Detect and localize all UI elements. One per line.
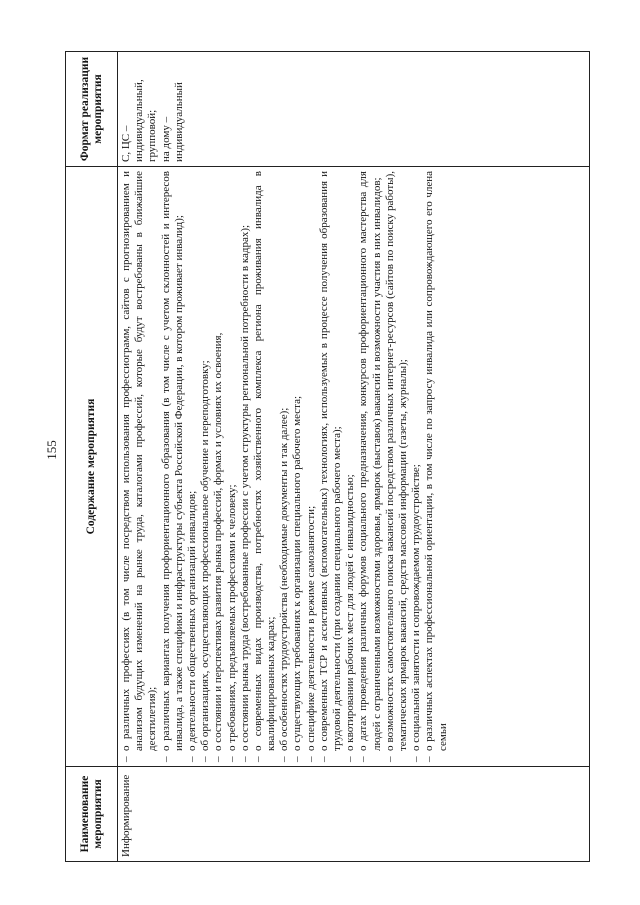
dash-bullet: –: [238, 756, 251, 762]
list-item: [357, 171, 383, 762]
list-item: [318, 171, 344, 762]
activity-name-cell: Информирование: [118, 767, 590, 862]
dash-bullet: –: [317, 756, 330, 762]
list-item: [239, 171, 252, 762]
list-item: [344, 171, 357, 762]
table-header-row: [66, 52, 118, 862]
list-item: [212, 171, 225, 762]
list-item: [226, 171, 239, 762]
list-item-text: о существующих требованиях к организации специального рабочего места;: [291, 395, 304, 751]
dash-bullet: –: [251, 756, 264, 762]
content-list: [120, 171, 450, 762]
list-item-text: о возможностях самостоятельного поиска вакансий посредством различных интернет-ресурсов (сайтов по поиску работы), тематических ярмарок вакансий, средств массовой информации (газеты, журналы);: [383, 171, 409, 751]
list-item: [252, 171, 278, 762]
list-item-text: о специфике деятельности в режиме самозанятости;: [304, 505, 317, 751]
list-item-text: об организациях, осуществляющих профессиональное обучение и переподготовку;: [199, 360, 212, 751]
list-item-text: о различных аспектах профессиональной ориентации, в том числе по запросу инвалида или сопровождающего его члена семьи: [423, 171, 449, 751]
list-item: [160, 171, 186, 762]
list-item: [199, 171, 212, 762]
dash-bullet: –: [278, 756, 291, 762]
list-item: [410, 171, 423, 762]
list-item-text: об особенностях трудоустройства (необходимые документы и так далее);: [278, 407, 291, 751]
dash-bullet: –: [383, 756, 396, 762]
dash-bullet: –: [120, 756, 132, 762]
list-item: [291, 171, 304, 762]
dash-bullet: –: [225, 756, 238, 762]
list-item: [423, 171, 449, 762]
list-item-text: о состоянии и перспективах развития рынка профессий, формах и условиях их освоения,: [212, 332, 225, 751]
list-item-text: о датах проведения различных форумов социального предназначения, конкурсов профориентационного мастерства для людей с ограниченными возможностями здоровья, ярмарок (выставок) вакансий и возможности участия в них инвалидов;: [357, 171, 383, 751]
list-item: [305, 171, 318, 762]
dash-bullet: –: [357, 756, 370, 762]
header-activity-name: Наименование мероприятия: [66, 767, 118, 862]
list-item-text: о социальной занятости и сопровождаемом трудоустройстве;: [410, 464, 423, 751]
header-format: Формат реализации мероприятия: [66, 52, 118, 167]
dash-bullet: –: [199, 756, 212, 762]
list-item: [384, 171, 410, 762]
activities-table: [65, 51, 590, 862]
dash-bullet: –: [304, 756, 317, 762]
activity-content-cell: [118, 167, 590, 767]
list-item-text: о современных видах производства, потребностях хозяйственного комплекса региона проживания инвалида в квалифицированных кадрах;: [251, 171, 278, 751]
list-item-text: о состоянии рынка труда (востребованные профессии с учетом структуры региональной потребности в кадрах);: [238, 224, 251, 751]
header-activity-content: Содержание мероприятия: [66, 167, 118, 767]
list-item: [278, 171, 291, 762]
list-item: [120, 171, 160, 762]
format-line: индивидуальный,: [133, 79, 146, 162]
format-line: индивидуальный: [172, 82, 185, 162]
list-item-text: о квотировании рабочих мест для людей с инвалидностью;: [344, 474, 357, 751]
rotated-table-area: [65, 52, 590, 862]
dash-bullet: –: [291, 756, 304, 762]
page-number: 155: [44, 440, 59, 460]
dash-bullet: –: [344, 756, 357, 762]
list-item-text: о требованиях, предъявляемых профессиями к человеку;: [225, 484, 238, 751]
format-line: С, ЦС –: [120, 125, 132, 162]
dash-bullet: –: [185, 756, 198, 762]
dash-bullet: –: [159, 756, 172, 762]
dash-bullet: –: [423, 756, 436, 762]
list-item-text: о деятельности общественных организаций инвалидов;: [185, 490, 198, 751]
format-cell: [118, 52, 590, 167]
dash-bullet: –: [212, 756, 225, 762]
list-item: [186, 171, 199, 762]
dash-bullet: –: [410, 756, 423, 762]
list-item-text: о различных профессиях (в том числе посредством использования профессиограмм, сайтов с прогнозированием и анализом будущих изменений на рынке труда, каталогами профессий, которые будут востребованы в ближайшие десятилетия);: [120, 171, 159, 751]
format-line: групповой;: [146, 109, 159, 162]
format-line: на дому –: [159, 116, 172, 162]
list-item-text: о современных ТСР и ассистивных (вспомогательных) технологиях, используемых в процессе получения образования и трудовой деятельности (при создании специального рабочего места);: [317, 171, 343, 751]
table-row: [118, 52, 590, 862]
list-item-text: о различных вариантах получения профориентационного образования (в том числе с учетом склонностей и интересов инвалида, а также специфики и инфраструктуры субъекта Российской Федерации, в котором проживает инвалид);: [159, 171, 185, 751]
